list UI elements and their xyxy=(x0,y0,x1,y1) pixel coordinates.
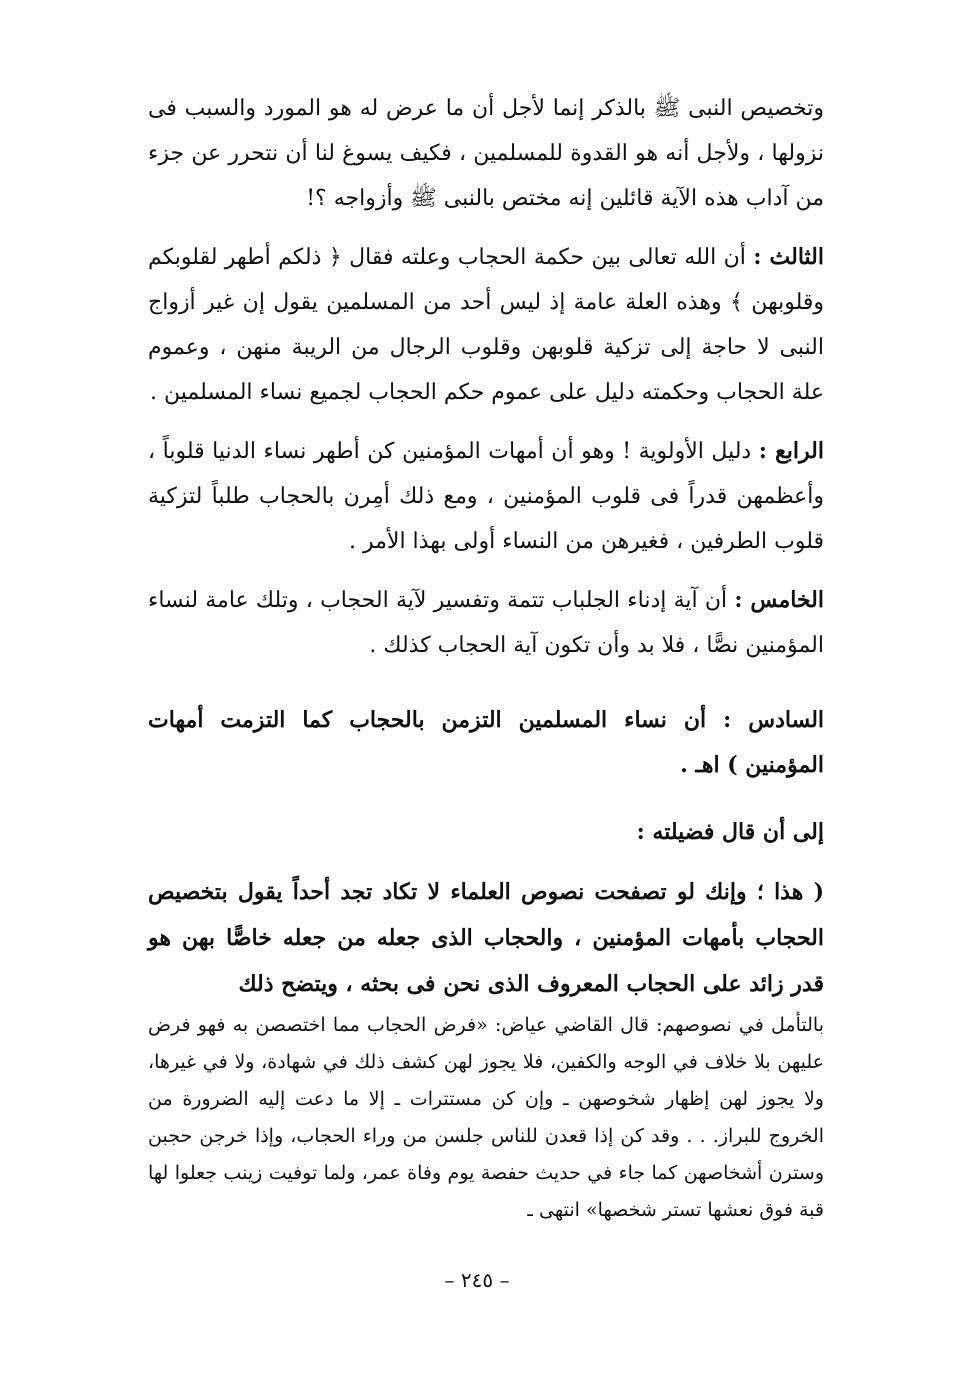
paragraph-fourth-text: دليل الأولوية ! وهو أن أمهات المؤمنين كن أطهر نساء الدنيا قلوباً ، وأعظمهن قدراً فى قلوب المؤمنين ، ومع ذلك أمِرن بالحجاب طلباً لتزكية قلوب الطرفين ، فغيرهن من النساء أولى بهذا الأمر . xyxy=(148,439,824,554)
quote-small xyxy=(148,1007,824,1229)
paragraph-intro-text: وتخصيص النبى ﷺ بالذكر إنما لأجل أن ما عرض له هو المورد والسبب فى نزولها ، ولأجل أنه هو القدوة للمسلمين ، فكيف يسوغ لنا أن نتحرر عن جزء من آداب هذه الآية قائلين إنه مختص بالنبى ﷺ وأزواجه ؟! xyxy=(148,96,824,211)
paragraph-third-text: أن الله تعالى بين حكمة الحجاب وعلته فقال ﴿ ذلكم أطهر لقلوبكم وقلوبهن ﴾ وهذه العلة عامة إذ ليس أحد من المسلمين يقول إن غير أزواج النبى لا حاجة إلى تزكية قلوبهن وقلوب الرجال من الريبة منهن ، وعموم علة الحجاب وحكمته دليل على عموم حكم الحجاب لجميع نساء المسلمين . xyxy=(148,245,824,405)
paragraph-fifth-text: أن آية إدناء الجلباب تتمة وتفسير لآية الحجاب ، وتلك عامة لنساء المؤمنين نصًّا ، فلا بد وأن تكون آية الحجاب كذلك . xyxy=(148,588,824,658)
paragraph-sixth-text: أن نساء المسلمين التزمن بالحجاب كما التزمت أمهات المؤمنين ) اهـ . xyxy=(148,707,824,778)
transition-text: إلى أن قال فضيلته : xyxy=(636,819,824,845)
paragraph-third-lead: الثالث : xyxy=(753,244,824,270)
paragraph-third xyxy=(148,235,824,415)
quote-bold-text: ( هذا ؛ وإنك لو تصفحت نصوص العلماء لا تكاد تجد أحداً يقول بتخصيص الحجاب بأمهات المؤمنين ، والحجاب الذى جعله من جعله خاصًّا بهن هو قدر زائد على الحجاب المعروف الذى نحن فى بحثه ، ويتضح ذلك xyxy=(148,879,824,997)
page-number: – ٢٤٥ – xyxy=(444,1268,510,1292)
paragraph-sixth-lead: السادس : xyxy=(723,707,825,733)
page-body xyxy=(148,86,824,1229)
paragraph-fourth xyxy=(148,429,824,564)
quote-small-text: بالتأمل في نصوصهم: قال القاضي عياض: «فرض الحجاب مما اختصصن به فهو فرض عليهن بلا خلاف في الوجه والكفين، فلا يجوز لهن كشف ذلك في شهادة، ولا في غيرها، ولا يجوز لهن إظهار شخوصهن ـ وإن كن مستترات ـ إلا ما دعت إليه الضرورة من الخروج للبراز. . . وقد كن إذا قعدن للناس جلسن من وراء الحجاب، وإذا خرجن حجبن وسترن أشخاصهن كما جاء في حديث حفصة يوم وفاة عمر، ولما توفيت زينب جعلوا لها قبة فوق نعشها تستر شخصها» انتهى ـ xyxy=(148,1014,824,1221)
paragraph-intro xyxy=(148,86,824,221)
paragraph-fourth-lead: الرابع : xyxy=(758,438,824,464)
paragraph-fifth xyxy=(148,578,824,668)
paragraph-fifth-lead: الخامس : xyxy=(734,587,824,613)
paragraph-sixth xyxy=(148,698,824,788)
quote-bold xyxy=(148,869,824,1007)
transition-line xyxy=(148,810,824,855)
